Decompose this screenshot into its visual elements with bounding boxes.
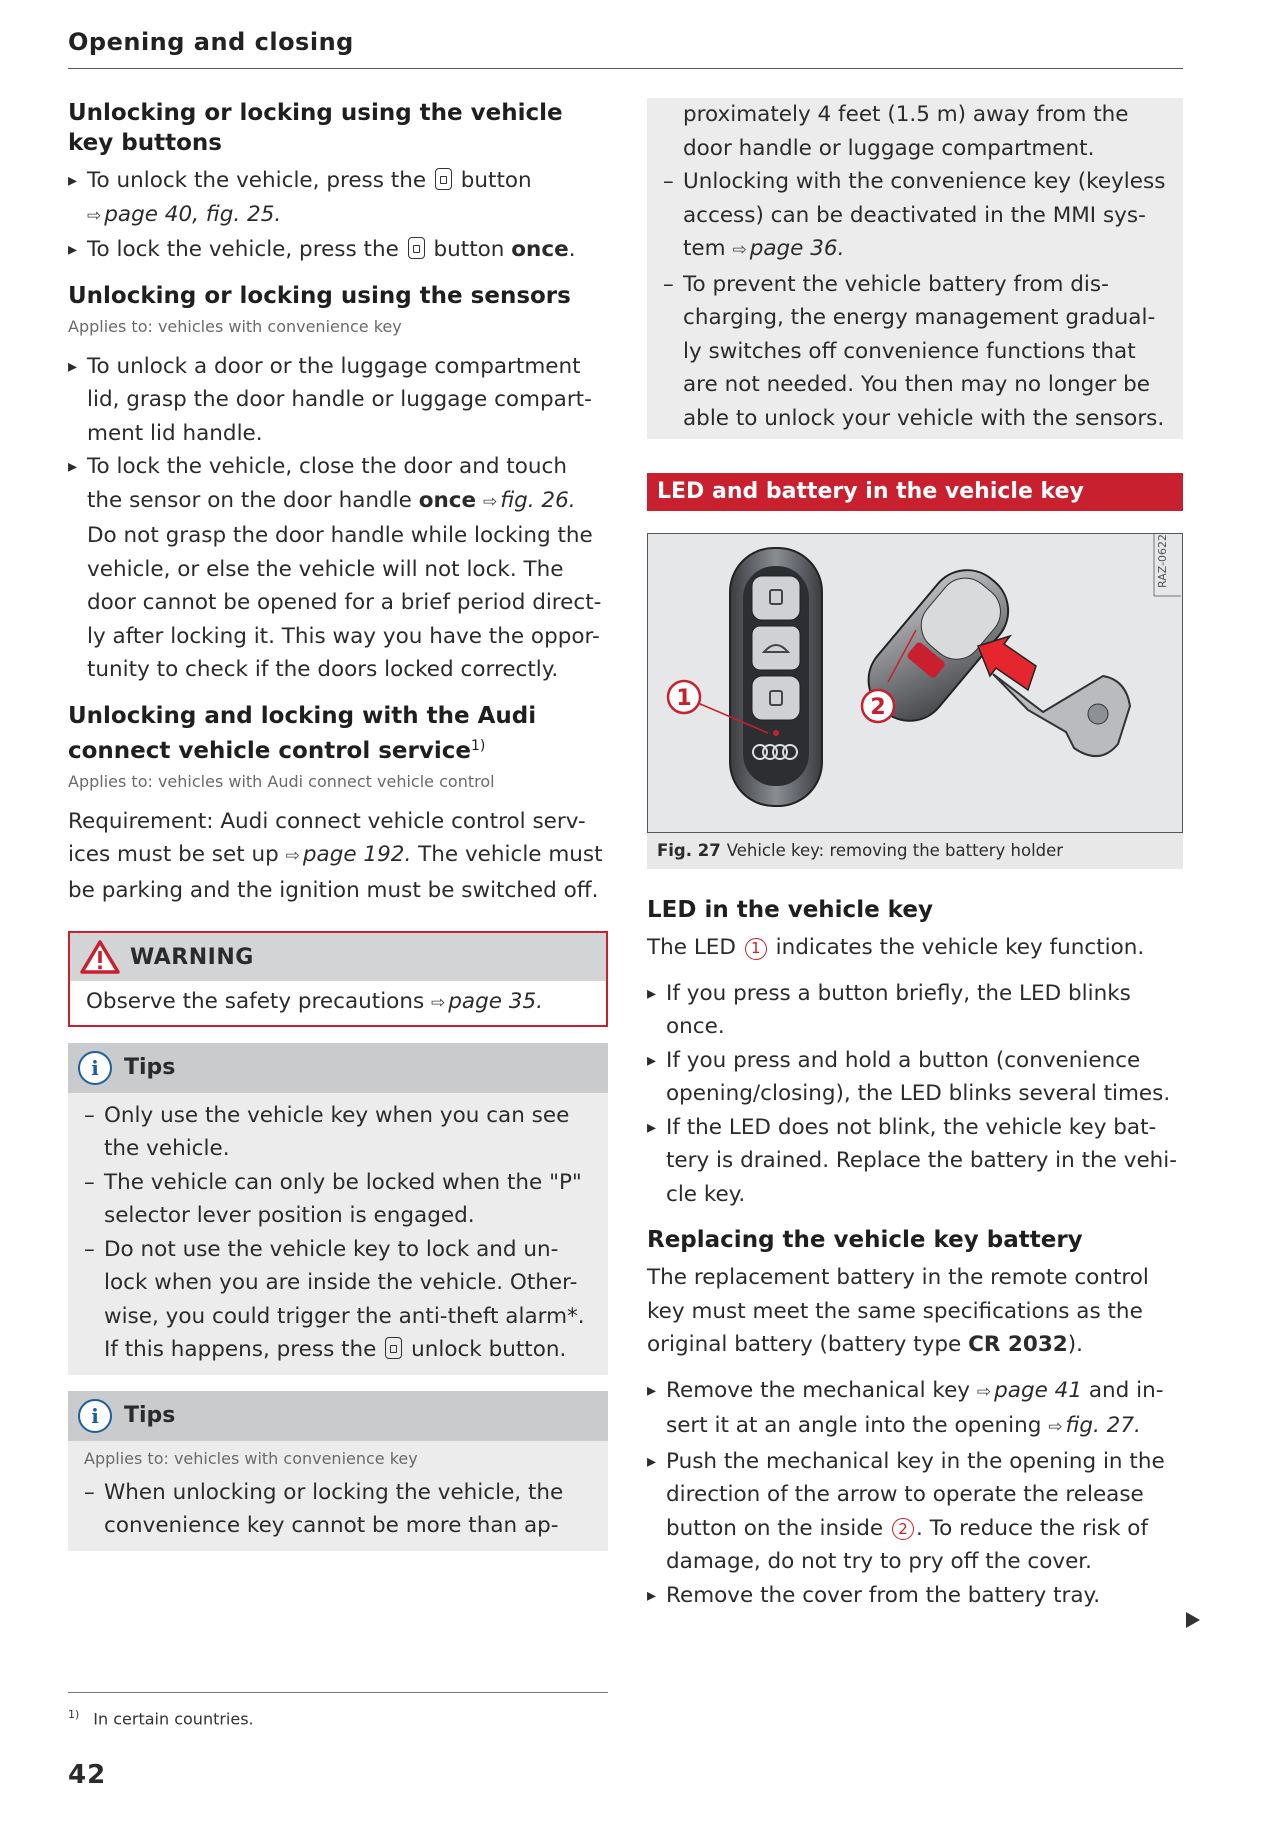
chapter-title: Opening and closing <box>68 28 354 56</box>
tips-list <box>84 1099 592 1367</box>
tips-list <box>84 1476 592 1543</box>
list-item: – To prevent the vehicle battery from dis- charging, the energy management gradual- ly switches off convenience functions that are not needed. You then may no longer be able to unlock your vehicle with the sensors. <box>663 268 1167 436</box>
callout-2-badge: 2 <box>892 1518 914 1540</box>
list-item <box>84 1233 592 1367</box>
page-ref-link[interactable]: page 40, fig. 25. <box>104 201 282 227</box>
tips-box <box>68 1043 608 1375</box>
continue-arrow-icon <box>1186 1612 1200 1628</box>
figure-code: RAZ-0622 <box>1156 534 1169 588</box>
unlock-icon <box>385 1337 402 1359</box>
lock-icon <box>408 237 425 259</box>
tips-box-convenience <box>68 1391 608 1551</box>
step-text: . To reduce the risk of damage, do not try to pry off the cover. <box>666 1515 1149 1574</box>
tips-label: Tips <box>124 1055 176 1080</box>
emphasis-text: once <box>511 237 569 262</box>
warning-triangle-icon <box>80 940 120 974</box>
trunk-button-shape <box>752 626 800 670</box>
step-text: button <box>460 168 532 193</box>
step-text: Remove the mechanical key <box>666 1377 971 1403</box>
page-ref-arrow-icon: ⇨ <box>976 1381 992 1402</box>
tips-continued-box <box>647 98 1183 439</box>
left-column <box>68 98 608 1567</box>
footnote-divider <box>68 1692 608 1693</box>
requirement-paragraph <box>68 805 608 908</box>
list-item: – When unlocking or locking the vehicle, the convenience key cannot be more than ap- <box>84 1476 592 1543</box>
list-item <box>68 164 608 233</box>
tips-body <box>68 1093 608 1375</box>
led-steps <box>647 977 1183 1212</box>
right-column <box>647 98 1183 1626</box>
page-ref-arrow-icon: ⇨ <box>285 846 300 866</box>
page-ref-arrow-icon: ⇨ <box>482 491 498 512</box>
page-ref-arrow-icon: ⇨ <box>1048 1417 1063 1437</box>
figure-caption-text: Vehicle key: removing the battery holder <box>726 841 1064 860</box>
sensors-steps <box>68 350 608 687</box>
page-ref-arrow-icon: ⇨ <box>431 993 446 1013</box>
paragraph-text: The replacement battery in the remote control key must meet the same specifications as the original battery (battery type <box>647 1265 1149 1357</box>
heading-audi-connect <box>68 701 608 766</box>
list-item <box>647 1374 1183 1445</box>
footnote-text: In certain countries. <box>93 1709 254 1729</box>
step-text: and in- sert it at an angle into the opening <box>666 1377 1164 1438</box>
page-ref-link[interactable]: page 35. <box>448 989 543 1014</box>
warning-text: Observe the safety precautions <box>86 989 425 1014</box>
dash-mask <box>663 98 683 118</box>
paragraph-text: The LED <box>647 935 736 960</box>
list-item: ▸ If the LED does not blink, the vehicle key bat- tery is drained. Replace the battery in the vehi- cle key. <box>647 1111 1183 1212</box>
callout-2-label: 2 <box>870 695 886 720</box>
warning-body <box>70 981 606 1025</box>
paragraph-text: The vehicle must be parking and the ignition must be switched off. <box>68 842 603 903</box>
tip-text: proximately 4 feet (1.5 m) away from the door handle or luggage compartment. <box>683 102 1129 161</box>
page-ref-link[interactable]: page 192. <box>302 842 412 867</box>
tip-text: Do not use the vehicle key to lock and un- lock when you are inside the vehicle. Other- wise, you could trigger the anti-theft alarm*. If this happens, press the <box>104 1236 585 1362</box>
heading-key-buttons: Unlocking or locking using the vehicle key buttons <box>68 100 563 156</box>
figure-caption <box>647 833 1183 869</box>
tips-label: Tips <box>124 1403 176 1428</box>
led-intro <box>647 931 1183 965</box>
step-text: button <box>433 237 505 262</box>
page-ref-arrow-icon: ⇨ <box>87 205 102 226</box>
info-icon: i <box>78 1399 112 1433</box>
list-item: ▸ If you press a button briefly, the LED blinks once. <box>647 977 1183 1044</box>
vehicle-key-illustration <box>648 534 1181 831</box>
page-number: 42 <box>68 1760 107 1790</box>
tip-text: unlock button. <box>411 1337 567 1362</box>
warning-header <box>70 933 606 981</box>
warning-box <box>68 931 608 1027</box>
step-text: Push the mechanical key in the opening in the direction of the arrow to operate the release button on the inside <box>666 1448 1165 1541</box>
unlock-icon <box>435 168 452 190</box>
applies-to-note: Applies to: vehicles with convenience key <box>84 1448 418 1468</box>
list-item <box>647 1445 1183 1579</box>
mechanical-key-shape <box>993 674 1130 756</box>
footnote-marker: 1) <box>68 1708 80 1721</box>
list-item <box>68 233 608 267</box>
step-text: To lock the vehicle, close the door and touch the sensor on the door handle <box>87 454 567 513</box>
tips-header <box>68 1043 608 1093</box>
applies-to-note: Applies to: vehicles with Audi connect vehicle control <box>68 771 495 791</box>
fig-ref-link[interactable]: fig. 27. <box>1065 1413 1141 1438</box>
list-item: ▸ If you press and hold a button (convenience opening/closing), the LED blinks several times. <box>647 1044 1183 1111</box>
paragraph-text: Requirement: Audi connect vehicle control serv- ices must be set up <box>68 808 586 867</box>
battery-steps <box>647 1374 1183 1613</box>
paragraph-text: ). <box>1067 1332 1083 1357</box>
heading-sensors: Unlocking or locking using the sensors <box>68 282 571 309</box>
tips-header <box>68 1391 608 1441</box>
list-item: ▸ To unlock a door or the luggage compartment lid, grasp the door handle or luggage compart- ment lid handle. <box>68 350 608 451</box>
list-item: – The vehicle can only be locked when the "P" selector lever position is engaged. <box>84 1166 592 1233</box>
figure-vehicle-key <box>647 533 1183 833</box>
key-buttons-steps <box>68 164 608 267</box>
callout-1-badge: 1 <box>745 938 767 960</box>
tips-body <box>68 1441 608 1551</box>
paragraph-text: indicates the vehicle key function. <box>775 935 1145 960</box>
page-header <box>68 28 1183 69</box>
callout-1-label: 1 <box>676 686 692 711</box>
list-item <box>68 450 608 687</box>
list-item <box>663 165 1167 268</box>
battery-type: CR 2032 <box>968 1332 1068 1357</box>
step-text: To unlock the vehicle, press the <box>87 168 427 193</box>
heading-battery: Replacing the vehicle key battery <box>647 1227 1083 1253</box>
step-text: To lock the vehicle, press the <box>87 237 399 262</box>
tip-text: Unlocking with the convenience key (keyless access) can be deactivated in the MMI sys- tem <box>683 169 1166 261</box>
applies-to-note: Applies to: vehicles with convenience key <box>68 316 402 336</box>
emphasis-text: once <box>418 487 477 513</box>
tips-continued-list <box>663 98 1167 435</box>
led-shape <box>773 730 779 736</box>
page-ref-link[interactable]: page 36. <box>749 236 845 261</box>
unlock-button-shape <box>752 576 800 620</box>
step-text: . <box>568 237 576 262</box>
list-item: ▸ Remove the cover from the battery tray. <box>647 1579 1183 1613</box>
direction-arrow-shape <box>978 636 1036 690</box>
warning-label: WARNING <box>130 944 254 970</box>
footnote-marker: 1) <box>470 737 486 754</box>
heading-led: LED in the vehicle key <box>647 897 933 923</box>
page-ref-arrow-icon: ⇨ <box>732 240 747 260</box>
heading-text: Unlocking and locking with the Audi connect vehicle control service <box>68 702 537 764</box>
battery-intro <box>647 1261 1183 1362</box>
info-icon: i <box>78 1051 112 1085</box>
page-ref-link[interactable]: page 41 <box>994 1377 1083 1403</box>
step-text: Do not grasp the door handle while locking the vehicle, or else the vehicle will not lock. The door cannot be opened for a brief period direct- ly after locking it. This way you have the oppor- tunity to check if the doors locked correctly. <box>87 523 602 682</box>
list-item: – Only use the vehicle key when you can see the vehicle. <box>84 1099 592 1166</box>
figure-number: Fig. 27 <box>657 841 721 860</box>
footnote <box>68 1708 254 1728</box>
lock-button-shape <box>752 676 800 720</box>
fig-ref-link[interactable]: fig. 26. <box>500 487 576 513</box>
section-title-bar: LED and battery in the vehicle key <box>647 473 1183 511</box>
continued-text <box>663 98 1167 165</box>
